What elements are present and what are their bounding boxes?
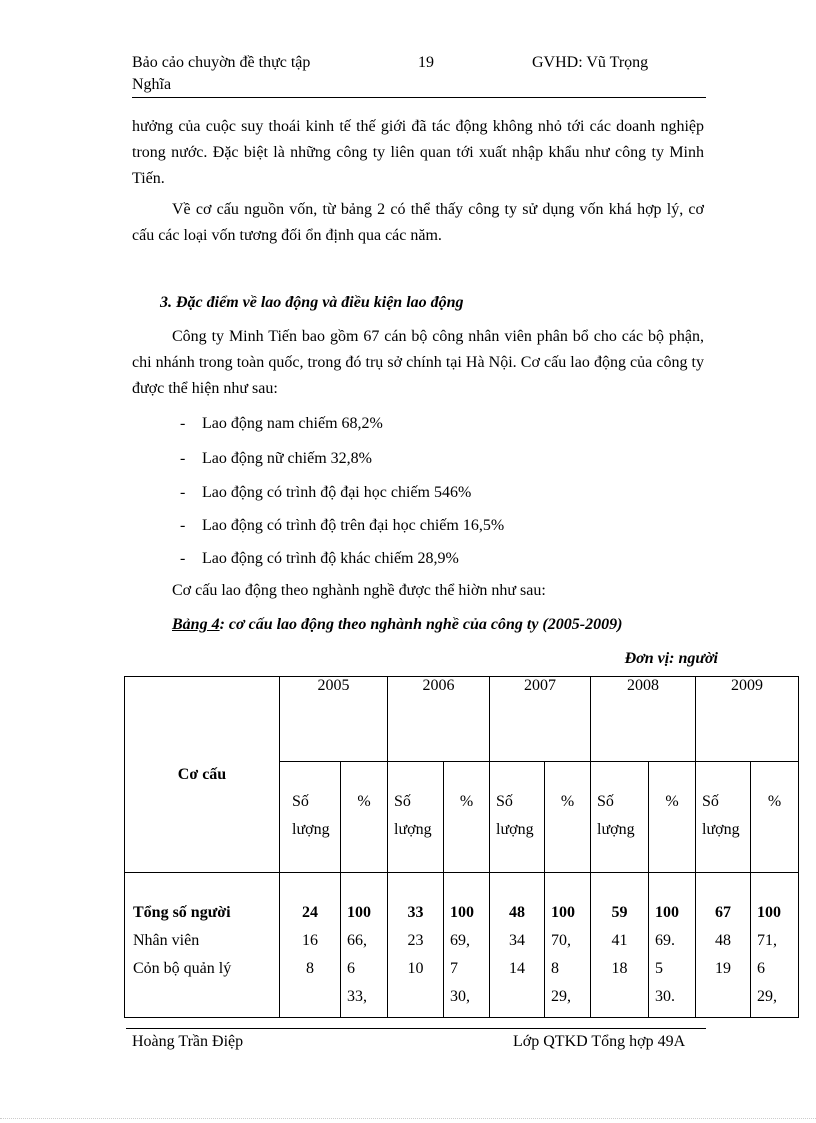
- pct-subheader: %: [751, 762, 799, 873]
- section-heading: 3. Đặc điểm về lao động và điều kiện lao động: [160, 294, 464, 311]
- count-cell-2009: 67 48 19: [696, 873, 751, 1018]
- pct-cell-2006: 100 69, 7 30,: [444, 873, 490, 1018]
- list-item: [180, 448, 372, 470]
- paragraph-staff: Công ty Minh Tiến bao gồm 67 cán bộ công nhân viên phân bổ cho các bộ phận, chi nhánh trong toàn quốc, trong đó trụ sở chính tại Hà Nội. Cơ cấu lao động của công ty được thể hiện như sau:: [132, 328, 704, 397]
- page-bottom-dotted-line: [0, 1118, 816, 1119]
- table-row-years: [125, 677, 799, 762]
- count-subheader-l2: lượng: [394, 821, 432, 838]
- count-subheader-l1: Số: [496, 793, 513, 810]
- pct-cell-2008: 100 69. 5 30.: [649, 873, 696, 1018]
- list-item: [180, 482, 471, 504]
- count-cell-2007: 48 34 14: [490, 873, 545, 1018]
- bullet-text: Lao động có trình độ khác chiếm 28,9%: [202, 550, 459, 567]
- header-report-title-cont: Nghĩa: [132, 76, 172, 93]
- footer-class: Lớp QTKD Tổng hợp 49A: [513, 1033, 686, 1050]
- count-subheader-l1: Số: [597, 793, 614, 810]
- footer-author: Hoàng Trần Điệp: [132, 1033, 244, 1050]
- count-subheader-l2: lượng: [597, 821, 635, 838]
- count-subheader-l1: Số: [394, 793, 411, 810]
- pct-cell-2005: 100 66, 6 33,: [341, 873, 388, 1018]
- row-header: Cơ cấu: [177, 765, 227, 783]
- pct-cell-2007: 100 70, 8 29,: [545, 873, 591, 1018]
- bullet-dash: -: [180, 550, 186, 567]
- count-subheader: [280, 762, 341, 873]
- count-subheader-l2: lượng: [496, 821, 534, 838]
- bullet-dash: -: [180, 450, 186, 467]
- row-label-total: Tổng số người: [133, 904, 231, 921]
- table-caption-label: Bảng 4: [172, 616, 220, 633]
- header-left: [132, 52, 310, 96]
- pct-subheader: %: [341, 762, 388, 873]
- count-subheader: [696, 762, 751, 873]
- bullet-text: Lao động nam chiếm 68,2%: [202, 415, 383, 432]
- bullet-text: Lao động nữ chiếm 32,8%: [202, 450, 372, 467]
- count-subheader: [388, 762, 444, 873]
- count-cell-2008: 59 41 18: [591, 873, 649, 1018]
- year-header: 2009: [696, 677, 799, 762]
- count-subheader-l2: lượng: [292, 821, 330, 838]
- count-subheader: [490, 762, 545, 873]
- list-item: [180, 548, 459, 570]
- bullet-dash: -: [180, 415, 186, 432]
- pct-subheader: %: [444, 762, 490, 873]
- pct-subheader: %: [649, 762, 696, 873]
- bullet-dash: -: [180, 484, 186, 501]
- year-header: 2007: [490, 677, 591, 762]
- list-item: [180, 413, 383, 435]
- row-label-managers: Cỏn bộ quản lý: [133, 960, 232, 977]
- count-subheader-l1: Số: [702, 793, 719, 810]
- header-report-title: Bảo cảo chuyờn đề thực tập: [132, 54, 311, 71]
- page-number: 19: [418, 54, 434, 71]
- table-row: [125, 873, 799, 1018]
- pct-cell-2009: 100 71, 6 29,: [751, 873, 799, 1018]
- count-cell-2006: 33 23 10: [388, 873, 444, 1018]
- paragraph-crisis: hưởng của cuộc suy thoái kinh tế thế giới đã tác động không nhỏ tới các doanh nghiệp trong nước. Đặc biệt là những công ty liên quan tới xuất nhập khẩu như công ty Minh Tiến.: [132, 118, 704, 187]
- year-header: 2008: [591, 677, 696, 762]
- bullet-dash: -: [180, 517, 186, 534]
- labor-structure-table: [124, 676, 799, 1018]
- paragraph-table-intro: Cơ cấu lao động theo nghành nghề được thể hiờn như sau:: [172, 582, 546, 599]
- bullet-text: Lao động có trình độ trên đại học chiếm 16,5%: [202, 517, 505, 534]
- year-header: 2005: [280, 677, 388, 762]
- row-header-cell: [125, 677, 280, 873]
- row-labels-cell: [125, 873, 280, 1018]
- year-header: 2006: [388, 677, 490, 762]
- header-rule: [132, 97, 706, 98]
- bullet-text: Lao động có trình độ đại học chiếm 546%: [202, 484, 472, 501]
- table-caption: [172, 616, 622, 634]
- count-subheader: [591, 762, 649, 873]
- count-cell-2005: 24 16 8: [280, 873, 341, 1018]
- row-label-staff: Nhân viên: [133, 932, 200, 949]
- header-advisor: GVHD: Vũ Trọng: [532, 54, 649, 71]
- count-subheader-l1: Số: [292, 793, 309, 810]
- list-item: [180, 515, 504, 537]
- count-subheader-l2: lượng: [702, 821, 740, 838]
- table-caption-text: : cơ cấu lao động theo nghành nghề của công ty (2005-2009): [219, 616, 623, 633]
- table-unit: Đơn vị: người: [624, 650, 718, 667]
- paragraph-capital: Về cơ cấu nguồn vốn, từ bảng 2 có thể thấy công ty sử dụng vốn khá hợp lý, cơ cấu các loại vốn tương đối ổn định qua các năm.: [132, 201, 704, 244]
- footer-rule: [126, 1028, 706, 1029]
- pct-subheader: %: [545, 762, 591, 873]
